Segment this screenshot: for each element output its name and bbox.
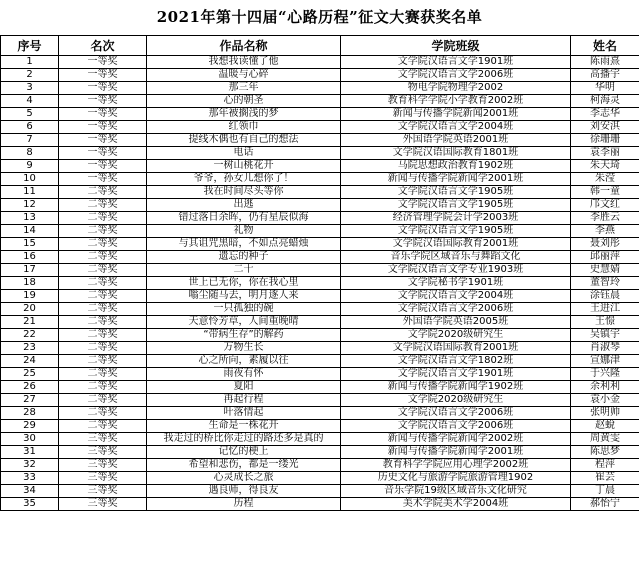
cell-rank: 二等奖 (59, 251, 147, 264)
cell-serial: 27 (1, 394, 59, 407)
cell-rank: 二等奖 (59, 225, 147, 238)
cell-name: 朱天琦 (571, 160, 639, 173)
cell-rank: 二等奖 (59, 199, 147, 212)
cell-college-class: 文学院2020级研究生 (341, 394, 571, 407)
cell-name: 余利利 (571, 381, 639, 394)
cell-work-title: 二十 (147, 264, 341, 277)
cell-rank: 一等奖 (59, 56, 147, 69)
cell-serial: 35 (1, 498, 59, 511)
header-college-class: 学院班级 (341, 36, 571, 56)
cell-work-title: 错过落日余晖，仍有星辰似海 (147, 212, 341, 225)
cell-rank: 三等奖 (59, 446, 147, 459)
table-row (1, 134, 639, 147)
table-row (1, 56, 639, 69)
table-row (1, 498, 639, 511)
cell-college-class: 文学院2020级研究生 (341, 329, 571, 342)
cell-name: 丁晨 (571, 485, 639, 498)
cell-work-title: 提线木偶也有自己的想法 (147, 134, 341, 147)
cell-college-class: 新闻与传播学院新闻学2002班 (341, 433, 571, 446)
table-row (1, 303, 639, 316)
cell-work-title: 出逃 (147, 199, 341, 212)
cell-college-class: 美术学院美术学2004班 (341, 498, 571, 511)
cell-rank: 二等奖 (59, 290, 147, 303)
cell-work-title: 我在时间尽头等你 (147, 186, 341, 199)
cell-name: 韩一童 (571, 186, 639, 199)
cell-college-class: 新闻与传播学院新闻学1902班 (341, 381, 571, 394)
cell-serial: 12 (1, 199, 59, 212)
cell-name: 吴镇宇 (571, 329, 639, 342)
table-row (1, 251, 639, 264)
cell-rank: 二等奖 (59, 264, 147, 277)
cell-serial: 24 (1, 355, 59, 368)
cell-name: 涂钰晨 (571, 290, 639, 303)
cell-rank: 二等奖 (59, 303, 147, 316)
cell-name: 邱丽萍 (571, 251, 639, 264)
cell-college-class: 音乐学院区域音乐与舞蹈文化 (341, 251, 571, 264)
cell-work-title: 心之所向，素履以往 (147, 355, 341, 368)
table-row (1, 160, 639, 173)
cell-serial: 4 (1, 95, 59, 108)
table-row (1, 82, 639, 95)
cell-name: 王憬 (571, 316, 639, 329)
cell-rank: 二等奖 (59, 407, 147, 420)
cell-work-title: 我走过的桥比你走过的路还多是真的 (147, 433, 341, 446)
table-row (1, 316, 639, 329)
cell-name: 聂刘彤 (571, 238, 639, 251)
cell-name: 李志华 (571, 108, 639, 121)
cell-rank: 一等奖 (59, 173, 147, 186)
cell-rank: 二等奖 (59, 238, 147, 251)
cell-work-title: 电话 (147, 147, 341, 160)
cell-rank: 二等奖 (59, 186, 147, 199)
cell-work-title: 一树山桃花开 (147, 160, 341, 173)
cell-work-title: 心的朝圣 (147, 95, 341, 108)
table-row (1, 199, 639, 212)
cell-serial: 34 (1, 485, 59, 498)
cell-name: 宣娜津 (571, 355, 639, 368)
cell-work-title: 希望和悲伤，都是一缕光 (147, 459, 341, 472)
cell-college-class: 文学院汉语言文学1905班 (341, 186, 571, 199)
cell-rank: 三等奖 (59, 472, 147, 485)
cell-serial: 11 (1, 186, 59, 199)
cell-work-title: 夏阳 (147, 381, 341, 394)
cell-work-title: 我想我读懂了他 (147, 56, 341, 69)
cell-college-class: 文学院汉语言文学1802班 (341, 355, 571, 368)
cell-serial: 14 (1, 225, 59, 238)
cell-serial: 25 (1, 368, 59, 381)
cell-college-class: 文学院汉语言文学1905班 (341, 199, 571, 212)
cell-name: 于兴隆 (571, 368, 639, 381)
cell-work-title: 遗忘的种子 (147, 251, 341, 264)
cell-college-class: 教育科学学院应用心理学2002班 (341, 459, 571, 472)
cell-name: 肖淑琴 (571, 342, 639, 355)
table-row (1, 173, 639, 186)
header-row (1, 36, 639, 56)
cell-serial: 8 (1, 147, 59, 160)
cell-college-class: 历史文化与旅游学院旅游管理1902 (341, 472, 571, 485)
cell-college-class: 文学院汉语言文学专业1903班 (341, 264, 571, 277)
cell-serial: 26 (1, 381, 59, 394)
cell-name: 张明帅 (571, 407, 639, 420)
cell-rank: 一等奖 (59, 82, 147, 95)
table-row (1, 277, 639, 290)
cell-college-class: 文学院汉语言文学1901班 (341, 56, 571, 69)
cell-work-title: 万物生长 (147, 342, 341, 355)
cell-name: 刘安淇 (571, 121, 639, 134)
table-row (1, 95, 639, 108)
cell-work-title: 世上已无你，你在我心里 (147, 277, 341, 290)
cell-serial: 1 (1, 56, 59, 69)
cell-serial: 18 (1, 277, 59, 290)
cell-name: 徐珊珊 (571, 134, 639, 147)
cell-work-title: 那年被搁浅的梦 (147, 108, 341, 121)
cell-work-title: 历程 (147, 498, 341, 511)
cell-college-class: 马院思想政治教育1902班 (341, 160, 571, 173)
table-row (1, 264, 639, 277)
cell-work-title: 与其诅咒黑暗，不如点亮蜡烛 (147, 238, 341, 251)
cell-name: 华明 (571, 82, 639, 95)
cell-name: 董智玲 (571, 277, 639, 290)
cell-serial: 29 (1, 420, 59, 433)
cell-name: 赵蛻 (571, 420, 639, 433)
table-row (1, 472, 639, 485)
header-work-title: 作品名称 (147, 36, 341, 56)
cell-serial: 15 (1, 238, 59, 251)
cell-rank: 一等奖 (59, 95, 147, 108)
cell-college-class: 文学院汉语言文学2004班 (341, 290, 571, 303)
cell-college-class: 教育科学学院小学教育2002班 (341, 95, 571, 108)
cell-serial: 32 (1, 459, 59, 472)
cell-work-title: 爷爷，孙女儿想你了！ (147, 173, 341, 186)
cell-rank: 二等奖 (59, 394, 147, 407)
cell-serial: 17 (1, 264, 59, 277)
cell-serial: 20 (1, 303, 59, 316)
cell-name: 郝怡宁 (571, 498, 639, 511)
table-row (1, 147, 639, 160)
cell-serial: 30 (1, 433, 59, 446)
cell-college-class: 外国语学院英语2001班 (341, 134, 571, 147)
cell-name: 王进江 (571, 303, 639, 316)
cell-work-title: 那三年 (147, 82, 341, 95)
cell-college-class: 文学院秘书学1901班 (341, 277, 571, 290)
header-name: 姓名 (571, 36, 639, 56)
cell-serial: 22 (1, 329, 59, 342)
cell-rank: 一等奖 (59, 108, 147, 121)
table-row (1, 355, 639, 368)
cell-serial: 21 (1, 316, 59, 329)
cell-name: 高播宇 (571, 69, 639, 82)
cell-college-class: 文学院汉语言文学2006班 (341, 303, 571, 316)
cell-work-title: 礼物 (147, 225, 341, 238)
cell-name: 李燕 (571, 225, 639, 238)
cell-serial: 6 (1, 121, 59, 134)
cell-work-title: 一只孤独的碗 (147, 303, 341, 316)
cell-college-class: 新闻与传播学院新闻学2001班 (341, 446, 571, 459)
cell-college-class: 音乐学院19级区域音乐文化研究 (341, 485, 571, 498)
cell-work-title: 再起行程 (147, 394, 341, 407)
header-rank: 名次 (59, 36, 147, 56)
header-serial: 序号 (1, 36, 59, 56)
cell-college-class: 文学院汉语国际教育2001班 (341, 238, 571, 251)
cell-college-class: 文学院汉语言文学1905班 (341, 225, 571, 238)
table-row (1, 342, 639, 355)
cell-rank: 三等奖 (59, 485, 147, 498)
cell-name: 史慧婧 (571, 264, 639, 277)
cell-name: 邝文红 (571, 199, 639, 212)
cell-serial: 3 (1, 82, 59, 95)
cell-rank: 二等奖 (59, 368, 147, 381)
table-body (1, 56, 639, 511)
table-row (1, 225, 639, 238)
cell-rank: 三等奖 (59, 433, 147, 446)
cell-rank: 二等奖 (59, 212, 147, 225)
cell-rank: 二等奖 (59, 355, 147, 368)
cell-rank: 一等奖 (59, 134, 147, 147)
table-row (1, 407, 639, 420)
cell-serial: 9 (1, 160, 59, 173)
cell-work-title: 天意怜芳草，人间重晚晴 (147, 316, 341, 329)
cell-rank: 二等奖 (59, 329, 147, 342)
table-row (1, 368, 639, 381)
page-title: 2021年第十四届“心路历程”征文大赛获奖名单 (156, 8, 483, 26)
cell-serial: 7 (1, 134, 59, 147)
cell-college-class: 物电学院物理学2002 (341, 82, 571, 95)
cell-college-class: 文学院汉语国际教育1801班 (341, 147, 571, 160)
table-row (1, 238, 639, 251)
table-row (1, 212, 639, 225)
table-row (1, 485, 639, 498)
table-row (1, 329, 639, 342)
cell-rank: 二等奖 (59, 316, 147, 329)
cell-rank: 一等奖 (59, 160, 147, 173)
cell-college-class: 文学院汉语言文学2004班 (341, 121, 571, 134)
cell-name: 柯海灵 (571, 95, 639, 108)
cell-college-class: 新闻与传播学院新闻学2001班 (341, 173, 571, 186)
cell-work-title: 温暖与心碎 (147, 69, 341, 82)
cell-serial: 13 (1, 212, 59, 225)
cell-name: 朱滢 (571, 173, 639, 186)
cell-work-title: 雨夜有怀 (147, 368, 341, 381)
cell-rank: 二等奖 (59, 420, 147, 433)
cell-college-class: 文学院汉语言文学2006班 (341, 420, 571, 433)
cell-work-title: 心灵成长之旅 (147, 472, 341, 485)
cell-college-class: 文学院汉语言文学2006班 (341, 407, 571, 420)
table-row (1, 186, 639, 199)
cell-rank: 二等奖 (59, 342, 147, 355)
cell-serial: 19 (1, 290, 59, 303)
cell-work-title: 生命是一株花开 (147, 420, 341, 433)
table-row (1, 69, 639, 82)
table-row (1, 108, 639, 121)
cell-work-title: 叶落情起 (147, 407, 341, 420)
cell-serial: 5 (1, 108, 59, 121)
cell-college-class: 文学院汉语国际教育2001班 (341, 342, 571, 355)
table-row (1, 446, 639, 459)
award-table (0, 35, 639, 511)
cell-college-class: 外国语学院英语2005班 (341, 316, 571, 329)
cell-name: 李胜云 (571, 212, 639, 225)
cell-college-class: 文学院汉语言文学1901班 (341, 368, 571, 381)
cell-college-class: 经济管理学院会计学2003班 (341, 212, 571, 225)
cell-serial: 16 (1, 251, 59, 264)
cell-serial: 33 (1, 472, 59, 485)
cell-name: 陈思梦 (571, 446, 639, 459)
cell-college-class: 文学院汉语言文学2006班 (341, 69, 571, 82)
cell-work-title: 遇良师，得良友 (147, 485, 341, 498)
cell-serial: 10 (1, 173, 59, 186)
table-row (1, 290, 639, 303)
table-row (1, 420, 639, 433)
cell-name: 袁小金 (571, 394, 639, 407)
cell-work-title: 嗡尘随马去，明月逐人来 (147, 290, 341, 303)
cell-name: 程萍 (571, 459, 639, 472)
cell-work-title: 红领巾 (147, 121, 341, 134)
cell-rank: 二等奖 (59, 277, 147, 290)
cell-rank: 一等奖 (59, 69, 147, 82)
cell-serial: 23 (1, 342, 59, 355)
table-row (1, 459, 639, 472)
cell-name: 周黄雯 (571, 433, 639, 446)
table-row (1, 381, 639, 394)
cell-name: 崔芸 (571, 472, 639, 485)
cell-work-title: “带病生存”的解药 (147, 329, 341, 342)
cell-serial: 28 (1, 407, 59, 420)
cell-rank: 一等奖 (59, 121, 147, 134)
table-row (1, 394, 639, 407)
cell-work-title: 记忆的梗上 (147, 446, 341, 459)
cell-serial: 2 (1, 69, 59, 82)
table-row (1, 433, 639, 446)
cell-rank: 三等奖 (59, 459, 147, 472)
cell-name: 袁李丽 (571, 147, 639, 160)
cell-college-class: 新闻与传播学院新闻2001班 (341, 108, 571, 121)
cell-rank: 三等奖 (59, 498, 147, 511)
table-row (1, 121, 639, 134)
cell-serial: 31 (1, 446, 59, 459)
cell-rank: 一等奖 (59, 147, 147, 160)
cell-rank: 二等奖 (59, 381, 147, 394)
cell-name: 陈雨熹 (571, 56, 639, 69)
